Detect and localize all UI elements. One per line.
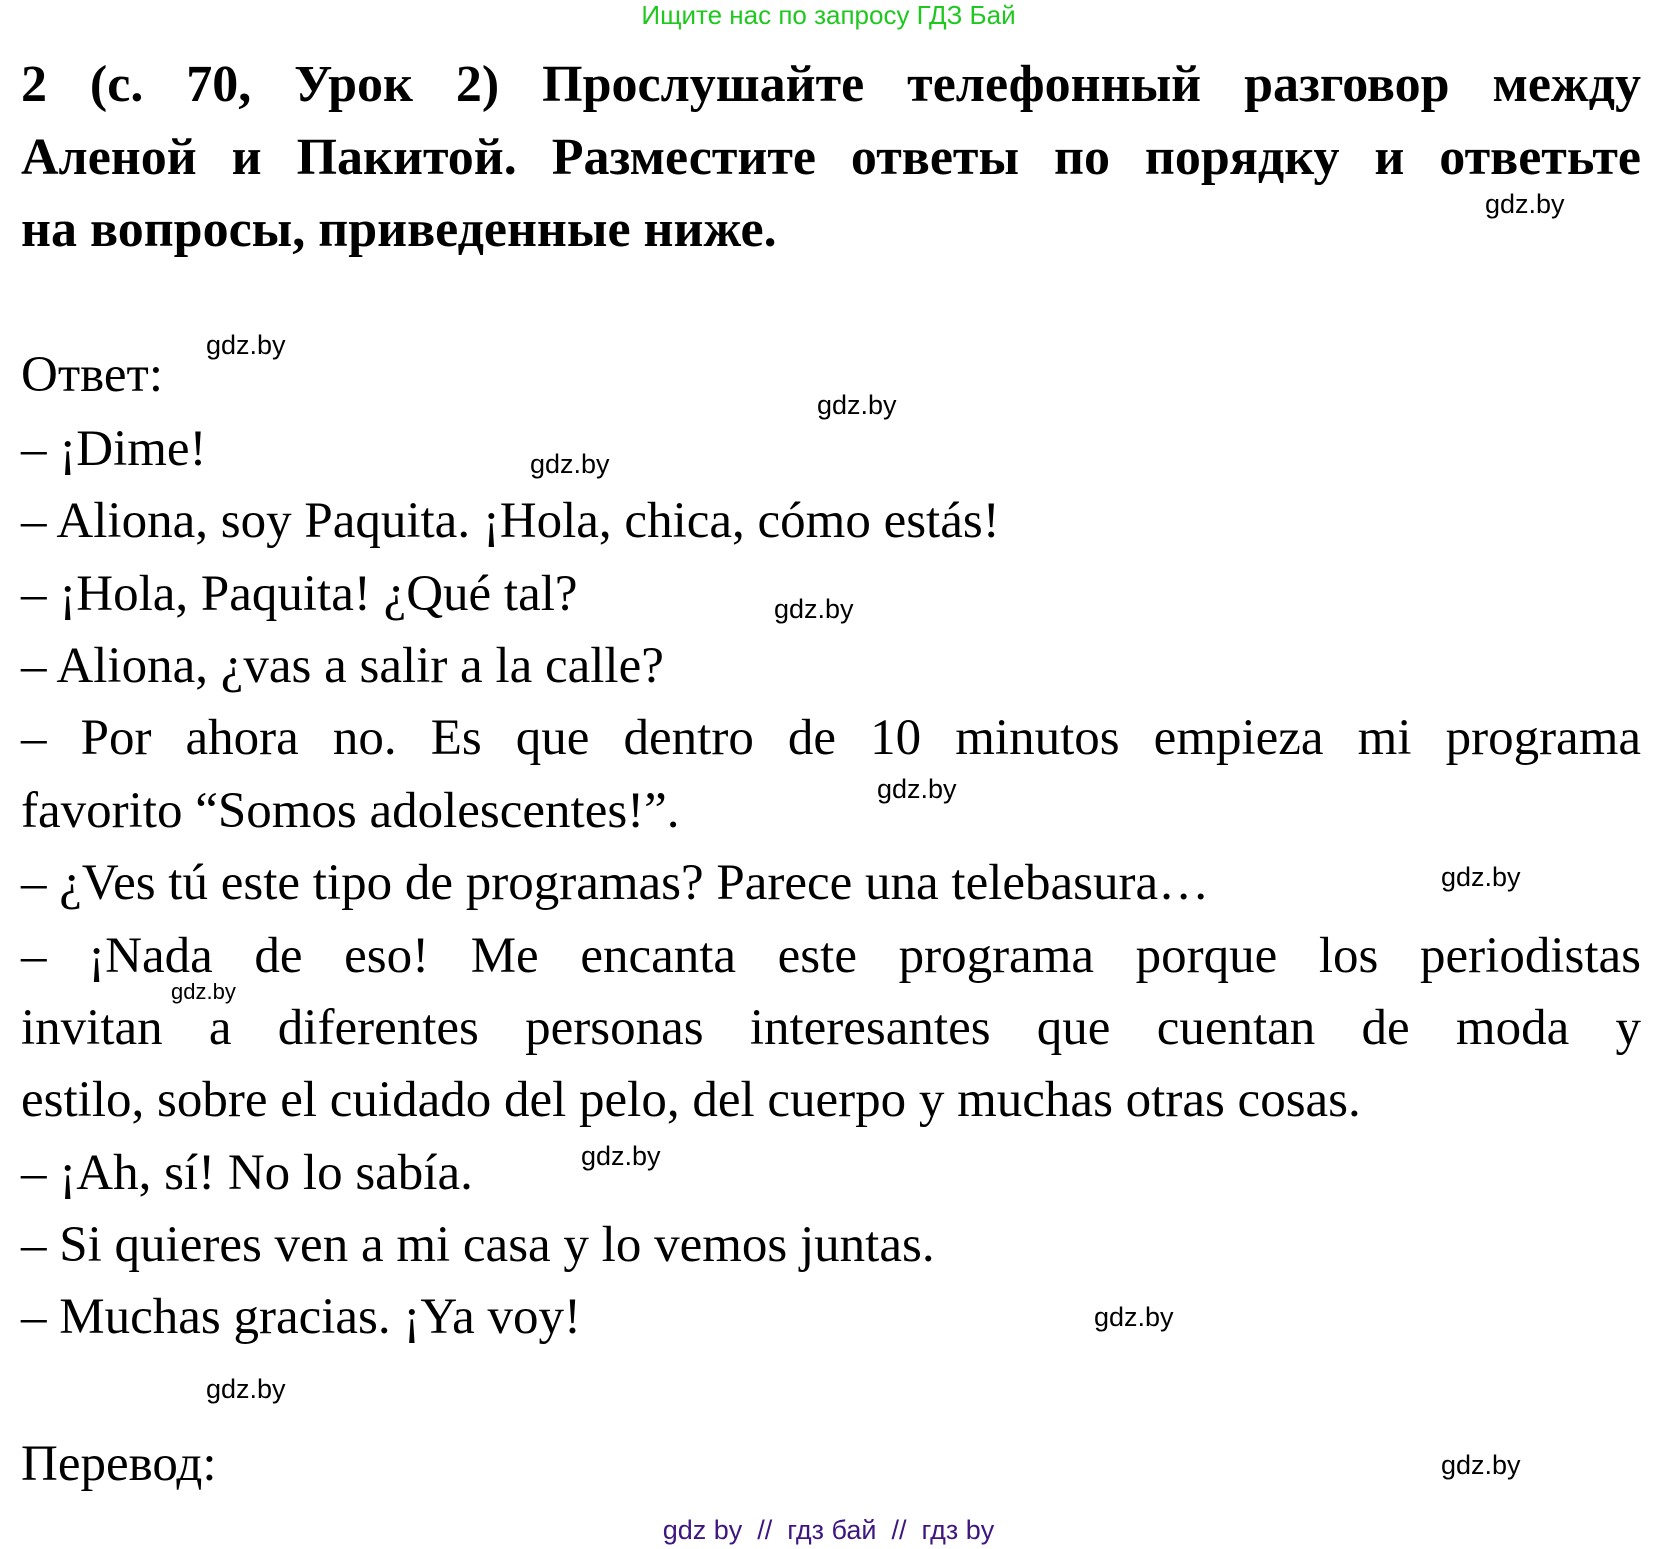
watermark: gdz.by — [1485, 189, 1565, 219]
dialogue-line: – ¡Dime! — [21, 421, 207, 477]
task-title-line-3: на вопросы, приведенные ниже. — [21, 201, 777, 258]
dialogue-line: favorito “Somos adolescentes!”. — [21, 783, 680, 839]
task-title-line-2: Аленой и Пакитой. Разместите ответы по порядку и ответьте — [21, 129, 1641, 186]
translation-label: Перевод: — [21, 1436, 217, 1492]
watermark: gdz.by — [877, 774, 957, 804]
dialogue-line: – Aliona, soy Paquita. ¡Hola, chica, cómo estás! — [21, 493, 1000, 549]
dialogue-line: – Por ahora no. Es que dentro de 10 minutos empieza mi programa — [21, 710, 1641, 766]
watermark: gdz.by — [171, 979, 236, 1004]
dialogue-line: – ¡Nada de eso! Me encanta este programa porque los periodistas — [21, 928, 1641, 984]
watermark: gdz.by — [1441, 862, 1521, 892]
dialogue-line: estilo, sobre el cuidado del pelo, del cuerpo y muchas otras cosas. — [21, 1072, 1361, 1128]
dialogue-line: – Si quieres ven a mi casa y lo vemos juntas. — [21, 1217, 935, 1273]
dialogue-line: – ¿Ves tú este tipo de programas? Parece una telebasura… — [21, 855, 1210, 911]
watermark: gdz.by — [206, 330, 286, 360]
watermark: gdz.by — [1094, 1302, 1174, 1332]
watermark: gdz.by — [1441, 1450, 1521, 1480]
dialogue-line: – ¡Hola, Paquita! ¿Qué tal? — [21, 566, 578, 622]
watermark: gdz.by — [530, 449, 610, 479]
watermark: gdz.by — [817, 390, 897, 420]
footer-links: gdz by // гдз бай // гдз by — [662, 1515, 995, 1545]
watermark: gdz.by — [206, 1374, 286, 1404]
task-title-line-1: 2 (с. 70, Урок 2) Прослушайте телефонный разговор между — [21, 56, 1641, 113]
watermark: gdz.by — [774, 594, 854, 624]
dialogue-line: – ¡Ah, sí! No lo sabía. — [21, 1145, 473, 1201]
dialogue-line: – Aliona, ¿vas a salir a la calle? — [21, 638, 664, 694]
search-banner: Ищите нас по запросу ГДЗ Бай — [641, 0, 1016, 30]
answer-label: Ответ: — [21, 347, 163, 403]
dialogue-line: – Muchas gracias. ¡Ya voy! — [21, 1289, 581, 1345]
dialogue-line: invitan a diferentes personas interesantes que cuentan de moda y — [21, 1000, 1641, 1056]
watermark: gdz.by — [581, 1141, 661, 1171]
